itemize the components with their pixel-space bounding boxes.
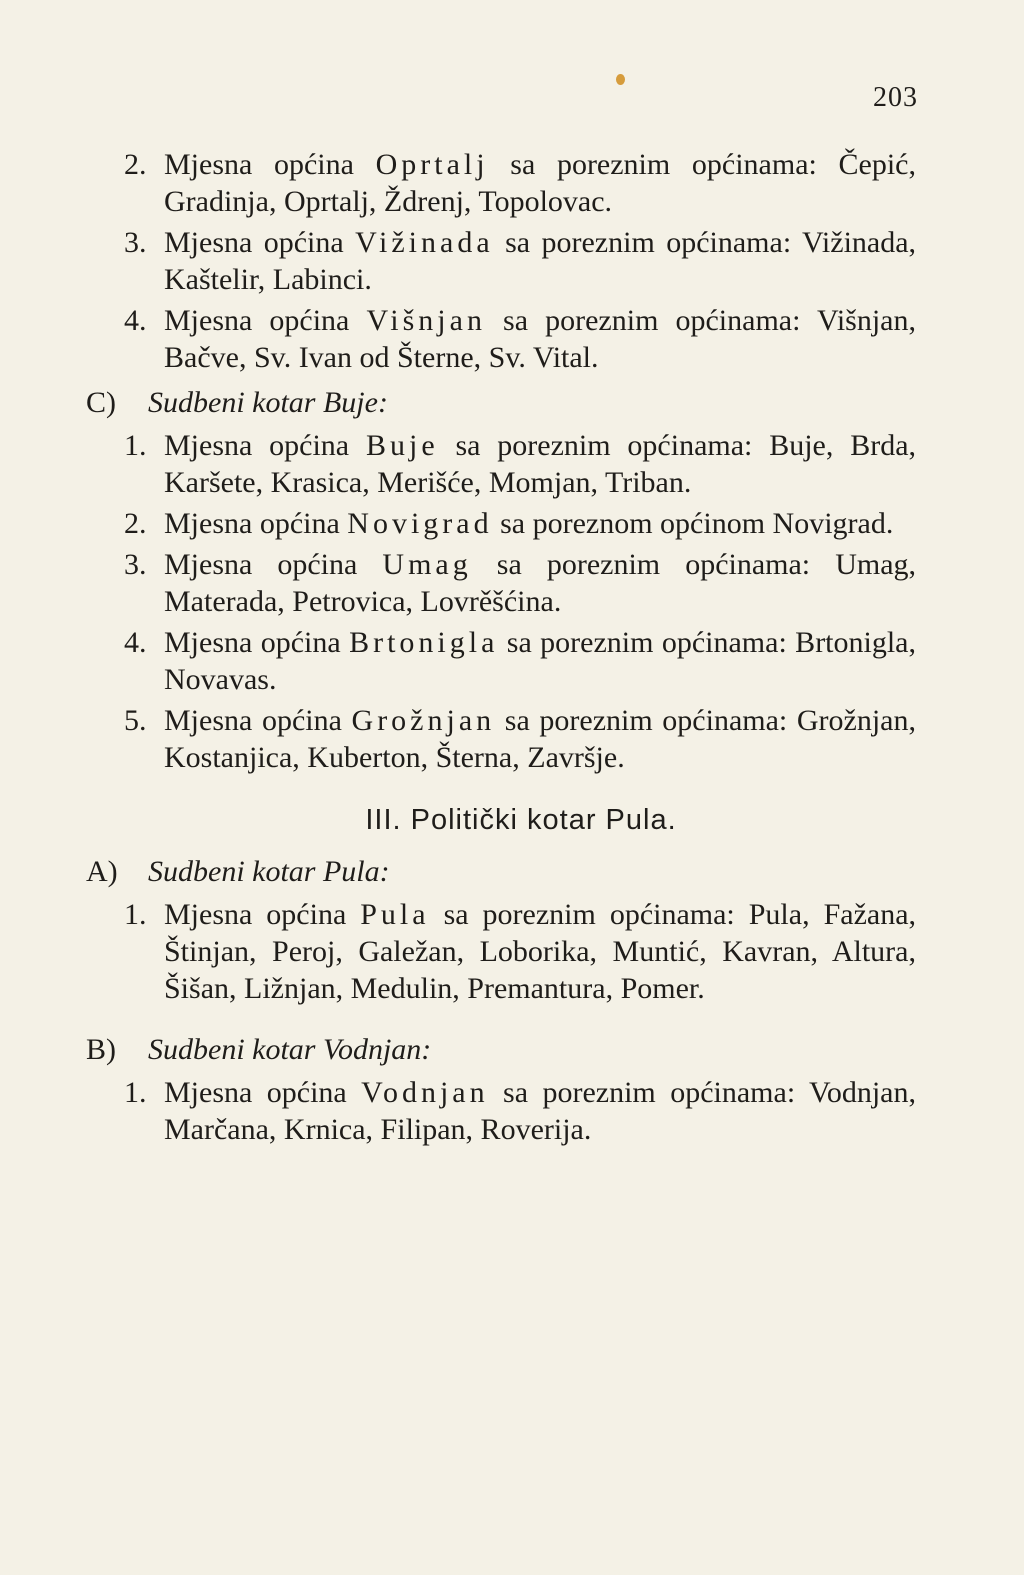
section-heading: III. Politički kotar Pula. <box>365 804 677 836</box>
item-prefix: Mjesna općina <box>164 148 354 181</box>
municipality-name: Pula <box>360 898 430 931</box>
municipality-name: Vižinada <box>355 226 494 259</box>
item-number: 1. <box>124 898 147 931</box>
item-prefix: Mjesna općina <box>164 898 347 931</box>
item-number: 4. <box>124 626 147 659</box>
item-number: 4. <box>124 304 147 337</box>
item-text: sa poreznim općinama: Višnjan, Bačve, Sv. Ivan od Šterne, Sv. Vital. <box>164 304 916 374</box>
subsection-title: Sudbeni kotar Vodnjan: <box>148 1033 432 1066</box>
subsection-letter: C) <box>86 386 116 419</box>
item-text: sa poreznim općinama: Brtonigla, Novavas. <box>164 626 916 696</box>
item-number: 3. <box>124 226 147 259</box>
subsection-header-b <box>86 1031 916 1068</box>
list-item <box>86 146 916 220</box>
list-item <box>86 702 916 776</box>
item-prefix: Mjesna općina <box>164 548 358 581</box>
subsection-header-a <box>86 853 916 890</box>
list-item <box>86 505 916 542</box>
item-prefix: Mjesna općina <box>164 507 340 540</box>
subsection-header-c <box>86 384 916 421</box>
municipality-name: Oprtalj <box>375 148 489 181</box>
item-text: sa poreznim općinama: Čepić, Gradinja, Oprtalj, Ždrenj, Topolovac. <box>164 148 916 218</box>
municipality-name: Grožnjan <box>351 704 496 737</box>
item-prefix: Mjesna općina <box>164 626 341 659</box>
item-number: 1. <box>124 429 147 462</box>
item-number: 1. <box>124 1076 147 1109</box>
item-text: sa poreznom općinom Novigrad. <box>500 507 894 540</box>
list-item <box>86 302 916 376</box>
list-item <box>86 224 916 298</box>
municipality-name: Višnjan <box>366 304 486 337</box>
page-content <box>86 146 916 1152</box>
item-number: 3. <box>124 548 147 581</box>
ink-mark <box>616 74 625 85</box>
item-text: sa poreznim općinama: Vodnjan, Marčana, Krnica, Filipan, Roverija. <box>164 1076 916 1146</box>
municipality-name: Vodnjan <box>361 1076 489 1109</box>
list-item <box>86 1074 916 1148</box>
item-text: sa poreznim općinama: Buje, Brda, Karšete, Krasica, Merišće, Momjan, Triban. <box>164 429 917 499</box>
municipality-name: Brtonigla <box>349 626 499 659</box>
item-prefix: Mjesna općina <box>164 226 344 259</box>
subsection-letter: B) <box>86 1033 116 1066</box>
item-text: sa poreznim općinama: Umag, Materada, Petrovica, Lovrěšćina. <box>164 548 917 618</box>
item-number: 5. <box>124 704 147 737</box>
list-item <box>86 546 916 620</box>
page-number: 203 <box>873 82 918 113</box>
item-prefix: Mjesna općina <box>164 704 342 737</box>
list-item <box>86 624 916 698</box>
municipality-name: Umag <box>382 548 472 581</box>
municipality-name: Novigrad <box>347 507 493 540</box>
municipality-name: Buje <box>365 429 439 462</box>
item-prefix: Mjesna općina <box>164 429 350 462</box>
item-number: 2. <box>124 148 147 181</box>
list-item <box>86 427 916 501</box>
item-prefix: Mjesna općina <box>164 1076 347 1109</box>
item-number: 2. <box>124 507 147 540</box>
item-text: sa poreznim općinama: Vižinada, Kaštelir, Labinci. <box>164 226 917 296</box>
subsection-letter: A) <box>86 855 118 888</box>
subsection-title: Sudbeni kotar Buje: <box>148 386 388 419</box>
item-text: sa poreznim općinama: Pula, Fažana, Štinjan, Peroj, Galežan, Loborika, Muntić, Kavran, Altura, Šišan, Ližnjan, Medulin, Premantura, Pomer. <box>164 898 917 1005</box>
item-prefix: Mjesna općina <box>164 304 350 337</box>
subsection-title: Sudbeni kotar Pula: <box>148 855 390 888</box>
item-text: sa poreznim općinama: Grožnjan, Kostanjica, Kuberton, Šterna, Završje. <box>164 704 917 774</box>
list-item <box>86 896 916 1007</box>
